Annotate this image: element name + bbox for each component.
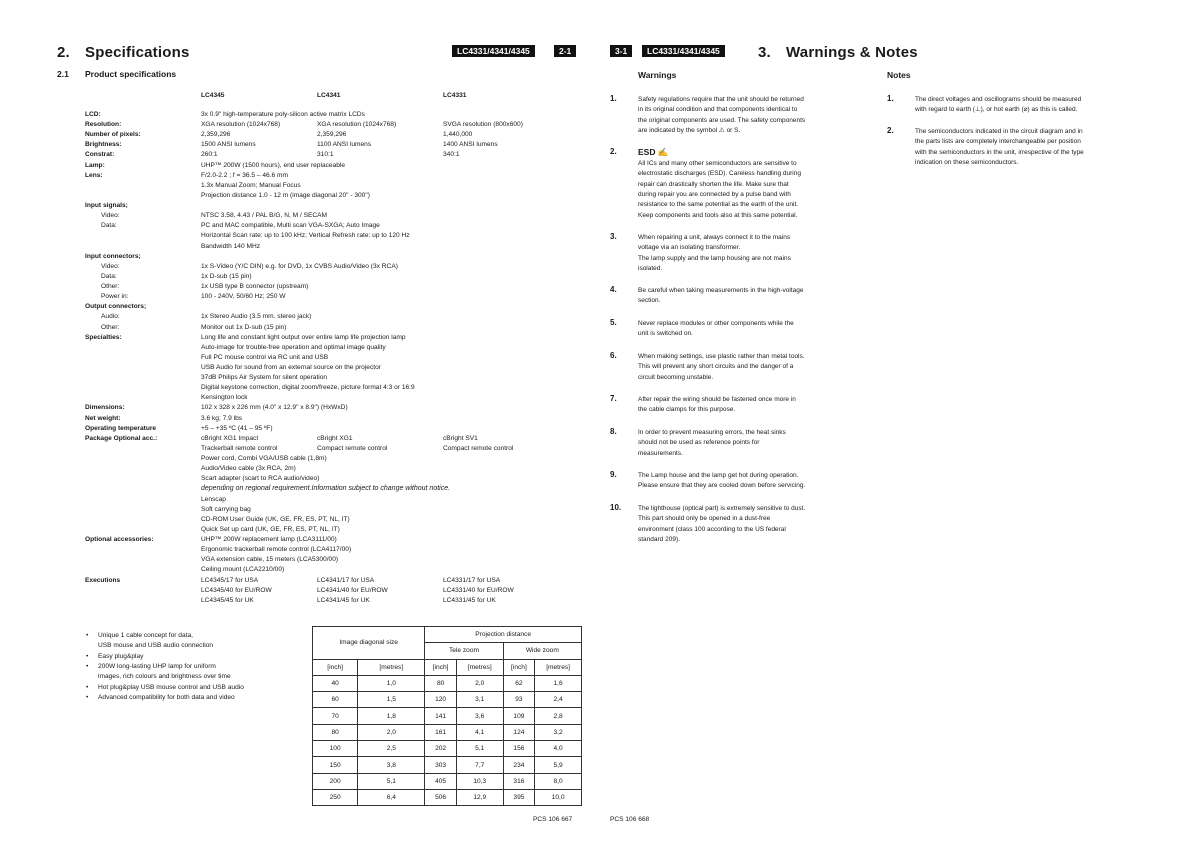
warning-text: voltage via an isolating transformer.	[638, 244, 741, 252]
note-text: with regard to earth (⊥), or hot earth (⌀) as this is called.	[915, 106, 1078, 114]
note-text: the parts lists are completely interchangeable per position	[915, 138, 1081, 146]
spec-label: Net weight:	[85, 414, 121, 422]
spec-value: 3.6 kg; 7.9 lbs	[201, 414, 243, 422]
table-cell: 4,0	[535, 741, 582, 757]
spec-value: Ergonomic trackerball remote control (LCA4117/00)	[201, 546, 352, 554]
table-cell: 10,0	[535, 789, 582, 805]
table-row	[313, 757, 582, 773]
footer-right: PCS 106 668	[610, 816, 650, 823]
spec-label: Package Optional acc.:	[85, 434, 158, 442]
table-cell: 6,4	[358, 789, 425, 805]
warning-text: When making settings, use plastic rather than metal tools.	[638, 353, 805, 360]
spec-value: Power cord, Combi VGA/USB cable (1,8m)	[201, 455, 327, 463]
spec-label: Lamp:	[85, 161, 105, 169]
warning-text: The lamp supply and the lamp housing are not mains	[638, 254, 791, 262]
projection-table	[312, 626, 582, 806]
section-title: Specifications	[85, 44, 190, 61]
spec-value: Long life and constant light output over entire lamp life projection lamp	[201, 333, 406, 341]
head-wide-zoom: Wide zoom	[503, 643, 581, 659]
spec-label: Power in:	[101, 293, 129, 301]
unit-cell: [metres]	[535, 659, 582, 675]
spec-value: CD-ROM User Guide (UK, GE, FR, ES, PT, NL, IT)	[201, 515, 350, 523]
warning-number: 4.	[610, 285, 617, 294]
warning-number: 2.	[610, 147, 617, 156]
warning-text: during repair you are connected by a pulse band with	[638, 190, 791, 198]
spec-value: LC4341/45 for UK	[317, 596, 370, 604]
spec-value: 2,359,296	[201, 131, 231, 139]
warning-text: in its original condition and that components identical to	[638, 106, 798, 114]
spec-label: Input connectors;	[85, 252, 141, 260]
table-cell: 7,7	[456, 757, 503, 773]
bullet-text: Hot plug&play USB mouse control and USB audio	[98, 683, 244, 691]
table-cell: 2,0	[456, 675, 503, 691]
spec-value: 1.3x Manual Zoom; Manual Focus	[201, 181, 301, 189]
table-cell: 202	[425, 741, 457, 757]
table-cell: 3,6	[456, 708, 503, 724]
spec-value: Quick Set up card (UK, GE, FR, ES, PT, NL, IT)	[201, 525, 340, 533]
spec-value: XGA resolution (1024x768)	[317, 121, 397, 129]
spec-label: Other:	[101, 283, 120, 291]
table-cell: 3,1	[456, 692, 503, 708]
note-text: The direct voltages and oscillograms should be measured	[915, 96, 1082, 103]
spec-label: Executions	[85, 576, 121, 584]
spec-value: Auto-image for trouble-free operation and optimal image quality	[201, 343, 386, 351]
spec-label: Video:	[101, 262, 120, 270]
column-head-lc4345: LC4345	[201, 92, 225, 99]
warning-number: 1.	[610, 94, 617, 103]
bullet-text: Easy plug&play	[98, 652, 144, 660]
spec-value: 260:1	[201, 151, 218, 159]
table-cell: 2,0	[358, 724, 425, 740]
table-cell: 234	[503, 757, 535, 773]
warning-text: Never replace modules or other components while the	[638, 320, 794, 327]
spec-value: Audio/Video cable (3x RCA, 2m)	[201, 465, 296, 473]
warning-text: repair can drastically shorten the life. Make sure that	[638, 180, 789, 188]
spec-value: depending on regional requirement.Information subject to change without notice.	[201, 485, 451, 493]
table-row	[313, 724, 582, 740]
spec-label: Optional accessories:	[85, 536, 154, 544]
bullet-dot-icon: •	[86, 652, 89, 660]
table-cell: 156	[503, 741, 535, 757]
spec-value: Compact remote control	[443, 444, 514, 452]
spec-value: LC4341/17 for USA	[317, 576, 375, 584]
table-row	[313, 773, 582, 789]
spec-value: LC4341/40 for EU/ROW	[317, 586, 388, 594]
spec-value: VGA extension cable, 15 meters (LCA5300/00)	[201, 556, 339, 564]
table-cell: 4,1	[456, 724, 503, 740]
spec-label: Resolution:	[85, 121, 122, 129]
spec-value: UHP™ 200W (1500 hours), end user replaceable	[201, 161, 346, 169]
column-head-lc4331: LC4331	[443, 92, 467, 99]
table-cell: 1,5	[358, 692, 425, 708]
warning-text: After repair the wiring should be fastened once more in	[638, 396, 796, 403]
table-cell: 141	[425, 708, 457, 724]
note-text: with the semiconductors in the unit, irrespective of the type	[915, 148, 1084, 156]
table-cell: 80	[425, 675, 457, 691]
table-cell: 3,8	[358, 757, 425, 773]
table-cell: 5,1	[456, 741, 503, 757]
esd-heading: ESD ✍	[638, 147, 669, 157]
subsection-title: Product specifications	[85, 69, 177, 79]
spec-value: Soft carrying bag	[201, 505, 251, 513]
bullet-text: USB mouse and USB audio connection	[98, 642, 214, 650]
table-cell: 2,4	[535, 692, 582, 708]
spec-value: cBright SV1	[443, 434, 478, 442]
bullet-text: Advanced compatibility for both data and video	[98, 693, 235, 701]
spec-label: Data:	[101, 222, 117, 230]
spec-label: Data:	[101, 272, 117, 280]
table-cell: 1,6	[535, 675, 582, 691]
spec-value: Trackerball remote control	[201, 444, 278, 452]
spec-value: Lenscap	[201, 495, 226, 503]
warning-text: measurements.	[638, 449, 683, 457]
warning-text: This will prevent any short circuits and the danger of a	[638, 363, 794, 371]
warning-text: the original components are used. The safety components	[638, 116, 806, 124]
table-cell: 100	[313, 741, 358, 757]
spec-value: Kensington lock	[201, 394, 248, 402]
table-row	[313, 708, 582, 724]
note-number: 2.	[887, 126, 894, 135]
table-cell: 93	[503, 692, 535, 708]
table-cell: 120	[425, 692, 457, 708]
table-cell: 303	[425, 757, 457, 773]
note-text: The semiconductors indicated in the circuit diagram and in	[915, 128, 1083, 135]
page-badge-right: 3-1	[610, 45, 632, 57]
warning-number: 7.	[610, 394, 617, 403]
spec-label: Dimensions:	[85, 404, 125, 412]
warning-text: In order to prevent measuring errors, the heat sinks	[638, 429, 786, 436]
warning-text: section.	[638, 297, 661, 305]
warning-text: The Lamp house and the lamp get hot during operation.	[638, 472, 799, 479]
table-cell: 62	[503, 675, 535, 691]
section-title-right: Warnings & Notes	[786, 44, 918, 61]
model-badge-right: LC4331/4341/4345	[642, 45, 725, 57]
spec-value: PC and MAC compatible, Multi scan VGA-SXGA; Auto Image	[201, 222, 380, 230]
warning-number: 5.	[610, 318, 617, 327]
table-cell: 109	[503, 708, 535, 724]
table-cell: 2,5	[358, 741, 425, 757]
spec-value: +5 – +35 ºC (41 – 95 ºF)	[201, 424, 273, 432]
bullet-dot-icon: •	[86, 683, 89, 691]
spec-label: Brightness:	[85, 141, 122, 149]
table-cell: 150	[313, 757, 358, 773]
warning-text: resistance to the same potential as the earth of the unit.	[638, 201, 799, 209]
warning-text: Safety regulations require that the unit should be returned	[638, 96, 804, 103]
table-cell: 250	[313, 789, 358, 805]
spec-label: LCD:	[85, 111, 101, 118]
spec-label: Output connectors;	[85, 303, 147, 311]
table-cell: 5,9	[535, 757, 582, 773]
bullet-dot-icon: •	[86, 693, 89, 701]
warning-text: Please ensure that they are cooled down before servicing.	[638, 482, 806, 490]
warning-text: Keep components and tools also at this same potential.	[638, 211, 798, 219]
spec-value: 100 - 240V, 50/60 Hz; 250 W	[201, 293, 286, 301]
bullet-text: Unique 1 cable concept for data,	[98, 632, 193, 639]
table-cell: 200	[313, 773, 358, 789]
warnings-heading: Warnings	[638, 70, 677, 80]
spec-value: 1x S-Video (Y/C DIN) e.g. for DVD, 1x CVBS Audio/Video (3x RCA)	[201, 262, 398, 270]
note-text: indication on these semiconductors.	[915, 158, 1019, 166]
table-cell: 12,9	[456, 789, 503, 805]
table-cell: 70	[313, 708, 358, 724]
table-cell: 405	[425, 773, 457, 789]
spec-value: Digital keystone correction, digital zoom/freeze, picture format 4:3 or 16:9	[201, 384, 415, 392]
spec-value: Full PC mouse control via RC unit and USB	[201, 353, 329, 361]
table-cell: 1,0	[358, 675, 425, 691]
column-head-lc4341: LC4341	[317, 92, 341, 99]
warning-text: standard 209).	[638, 535, 680, 543]
spec-value: cBright XG1	[317, 434, 353, 442]
spec-label: Constrat:	[85, 151, 115, 159]
bullet-dot-icon: •	[86, 632, 89, 639]
spec-label: Number of pixels:	[85, 131, 141, 139]
spec-value: LC4345/45 for UK	[201, 596, 254, 604]
spec-value: UHP™ 200W replacement lamp (LCA3111/00)	[201, 536, 337, 544]
unit-cell: [inch]	[313, 659, 358, 675]
spec-value: 1x Stereo Audio (3.5 mm. stereo jack)	[201, 313, 312, 321]
table-cell: 316	[503, 773, 535, 789]
table-cell: 8,0	[535, 773, 582, 789]
subsection-number: 2.1	[57, 69, 69, 79]
spec-value: 2,359,296	[317, 131, 347, 139]
table-cell: 10,3	[456, 773, 503, 789]
spec-value: LC4331/45 for UK	[443, 596, 496, 604]
spec-value: Horizontal Scan rate: up to 100 kHz; Vertical Refresh rate: up to 120 Hz	[201, 232, 410, 240]
spec-value: 1400 ANSI lumens	[443, 141, 498, 149]
table-cell: 506	[425, 789, 457, 805]
spec-label: Specialties:	[85, 333, 122, 341]
table-cell: 5,1	[358, 773, 425, 789]
spec-value: Compact remote control	[317, 444, 388, 452]
table-cell: 1,8	[358, 708, 425, 724]
unit-cell: [inch]	[425, 659, 457, 675]
spec-label: Video:	[101, 212, 120, 220]
warning-text: should not be used as reference points for	[638, 439, 760, 447]
spec-value: LC4331/40 for EU/ROW	[443, 586, 514, 594]
warning-text: unit is switched on.	[638, 330, 693, 338]
note-number: 1.	[887, 94, 894, 103]
model-badge: LC4331/4341/4345	[452, 45, 535, 57]
warning-text: are indicated by the symbol ⚠ or S.	[638, 126, 741, 134]
warning-number: 6.	[610, 351, 617, 360]
warning-text: The lighthouse (optical part) is extremely sensitive to dust.	[638, 505, 806, 512]
spec-value: 310:1	[317, 151, 334, 159]
warning-text: circuit becoming unstable.	[638, 373, 714, 381]
table-cell: 2,8	[535, 708, 582, 724]
warning-text: environment (class 100 according to the US federal	[638, 525, 786, 533]
table-cell: 395	[503, 789, 535, 805]
spec-value: LC4345/40 for EU/ROW	[201, 586, 272, 594]
spec-label: Input signals;	[85, 202, 128, 210]
head-image-diagonal: Image diagonal size	[313, 627, 425, 660]
spec-value: Projection distance 1.0 - 12 m (image diagonal 20" - 300")	[201, 191, 370, 199]
head-projection-distance: Projection distance	[425, 627, 582, 643]
notes-heading: Notes	[887, 70, 911, 80]
table-cell: 161	[425, 724, 457, 740]
spec-label: Other:	[101, 323, 120, 331]
spec-value: XGA resolution (1024x768)	[201, 121, 281, 129]
head-tele-zoom: Tele zoom	[425, 643, 503, 659]
warning-text: All ICs and many other semiconductors are sensitive to	[638, 160, 797, 167]
bullet-text: 200W long-lasting UHP lamp for uniform	[98, 662, 216, 670]
table-cell: 60	[313, 692, 358, 708]
spec-value: USB Audio for sound from an external source on the projector	[201, 364, 381, 371]
table-row	[313, 741, 582, 757]
spec-value: NTSC 3.58, 4.43 / PAL B/G, N, M / SECAM	[201, 212, 328, 220]
spec-value: LC4331/17 for USA	[443, 576, 501, 584]
spec-value: F/2.0-2.2 ; f = 36.5 – 46.6 mm	[201, 171, 289, 179]
warning-number: 3.	[610, 232, 617, 241]
spec-value: cBright XG1 Impact	[201, 434, 259, 442]
spec-value: Scart adapter (scart to RCA audio/video)	[201, 475, 320, 483]
table-cell: 80	[313, 724, 358, 740]
unit-cell: [metres]	[358, 659, 425, 675]
spec-label: Operating temperature	[85, 424, 157, 432]
unit-cell: [inch]	[503, 659, 535, 675]
warning-text: When repairing a unit, always connect it to the mains	[638, 234, 791, 241]
spec-value: SVGA resolution (800x600)	[443, 121, 523, 129]
warning-text: This part should only be opened in a dust-free	[638, 515, 771, 523]
footer-left: PCS 106 667	[533, 816, 573, 823]
unit-cell: [metres]	[456, 659, 503, 675]
warning-number: 10.	[610, 503, 622, 512]
spec-value: 102 x 328 x 226 mm (4.0" x 12.9" x 8.9") (HxWxD)	[201, 404, 348, 412]
spec-label: Lens:	[85, 171, 103, 179]
bullet-text: images, rich colours and brightness over time	[98, 673, 231, 681]
table-cell: 124	[503, 724, 535, 740]
spec-value: Bandwidth 140 MHz	[201, 242, 261, 250]
spec-value: Monitor out 1x D-sub (15 pin)	[201, 323, 287, 331]
spec-value: 37dB Philips Air System for silent operation	[201, 374, 328, 382]
spec-value: 1x D-sub (15 pin)	[201, 272, 252, 280]
warning-text: isolated.	[638, 264, 663, 272]
spec-value: Ceiling mount (LCA2210/00)	[201, 566, 285, 574]
page-badge: 2-1	[554, 45, 576, 57]
warning-number: 8.	[610, 427, 617, 436]
table-cell: 40	[313, 675, 358, 691]
spec-value: 1,440,000	[443, 131, 473, 139]
table-row	[313, 675, 582, 691]
warning-text: Be careful when taking measurements in the high-voltage	[638, 287, 804, 294]
spec-value: 1x USB type B connector (upstream)	[201, 283, 309, 291]
warning-text: the cable clamps for this purpose.	[638, 406, 736, 414]
table-row	[313, 789, 582, 805]
section-number-right: 3.	[758, 44, 771, 61]
bullet-dot-icon: •	[86, 662, 89, 670]
spec-label: Audio:	[101, 313, 120, 321]
spec-value: 1500 ANSI lumens	[201, 141, 256, 149]
table-cell: 3,2	[535, 724, 582, 740]
table-row	[313, 692, 582, 708]
spec-value: 3x 0.9" high-temperature poly-silicon active matrix LCDs	[201, 111, 365, 118]
spec-value: 1100 ANSI lumens	[317, 141, 372, 149]
warning-text: electrostatic discharges (ESD). Careless handling during	[638, 170, 801, 178]
section-number: 2.	[57, 44, 70, 61]
spec-value: LC4345/17 for USA	[201, 576, 259, 584]
warning-number: 9.	[610, 470, 617, 479]
spec-value: 340:1	[443, 151, 460, 159]
